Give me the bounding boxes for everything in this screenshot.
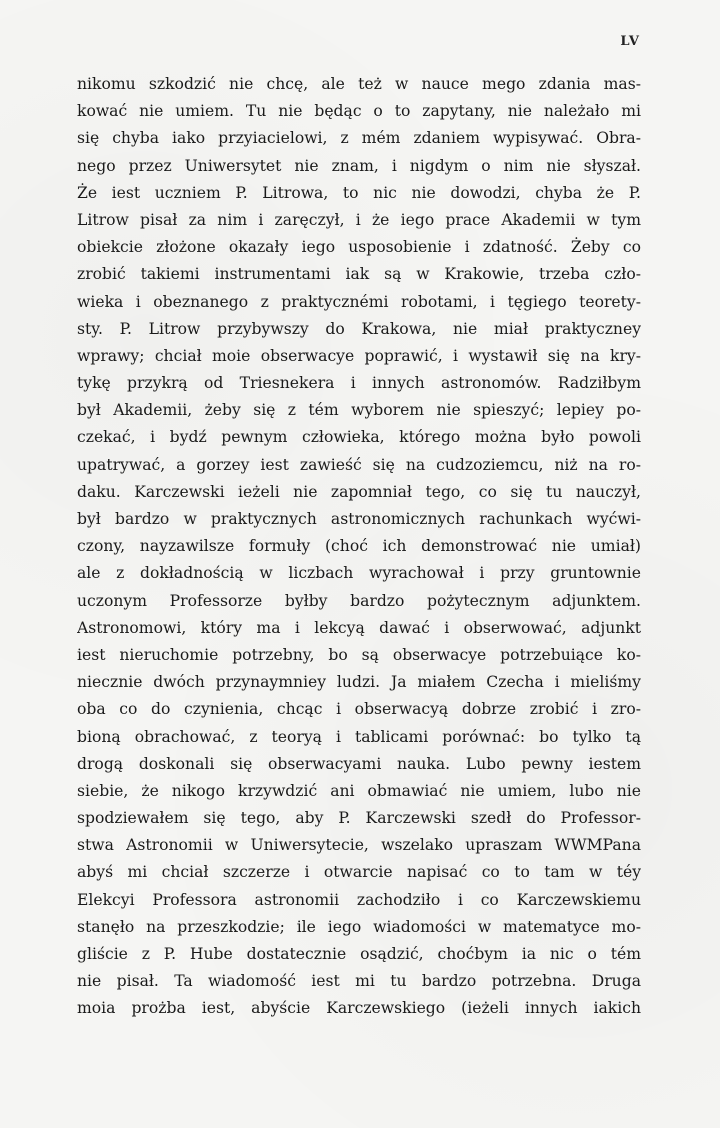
text-line: się chyba iako przyiacielowi, z mém zdaniem wypisywać. Obra- bbox=[77, 129, 641, 148]
text-line: sty. P. Litrow przybywszy do Krakowa, nie miał praktyczney bbox=[77, 319, 641, 338]
text-line: gliście z P. Hube dostatecznie osądzić, choćbym ia nic o tém bbox=[77, 945, 641, 963]
text-line: obiekcie złożone okazały iego usposobienie i zdatność. Żeby co bbox=[77, 238, 641, 257]
text-line: spodziewałem się tego, aby P. Karczewski szedł do Professor- bbox=[77, 809, 641, 828]
text-line: uczonym Professorze byłby bardzo pożytecznym adjunktem. bbox=[77, 591, 641, 610]
text-line: stanęło na przeszkodzie; ile iego wiadomości w matematyce mo- bbox=[77, 917, 641, 936]
text-line: zrobić takiemi instrumentami iak są w Krakowie, trzeba czło- bbox=[77, 265, 641, 284]
text-line: wprawy; chciał moie obserwacye poprawić, i wystawił się na kry- bbox=[77, 346, 641, 365]
text-line: nikomu szkodzić nie chcę, ale też w nauce mego zdania mas- bbox=[77, 75, 641, 93]
text-line: Astronomowi, który ma i lekcyą dawać i obserwować, adjunkt bbox=[77, 618, 641, 637]
text-line: tykę przykrą od Triesnekera i innych astronomów. Radziłbym bbox=[77, 374, 641, 393]
text-line: nie pisał. Ta wiadomość iest mi tu bardzo potrzebna. Druga bbox=[77, 972, 641, 991]
text-line: niecznie dwóch przynaymniey ludzi. Ja miałem Czecha i mieliśmy bbox=[77, 673, 641, 692]
text-line: wieka i obeznanego z praktycznémi robotami, i tęgiego teorety- bbox=[77, 292, 641, 311]
text-line: czekać, i bydź pewnym człowieka, którego można było powoli bbox=[77, 428, 641, 447]
text-line: iest nieruchomie potrzebny, bo są obserwacye potrzebuiące ko- bbox=[77, 645, 641, 664]
text-line: abyś mi chciał szczerze i otwarcie napisać co to tam w téy bbox=[77, 863, 641, 882]
text-line: ale z dokładnością w liczbach wyrachował i przy gruntownie bbox=[77, 564, 641, 583]
text-line: Litrow pisał za nim i zaręczył, i że iego prace Akademii w tym bbox=[77, 210, 641, 229]
text-line: kować nie umiem. Tu nie będąc o to zapytany, nie należało mi bbox=[77, 102, 641, 121]
text-line: oba co do czynienia, chcąc i obserwacyą dobrze zrobić i zro- bbox=[77, 700, 641, 719]
text-line: bioną obrachować, z teoryą i tablicami porównać: bo tylko tą bbox=[77, 727, 641, 746]
text-line: stwa Astronomii w Uniwersytecie, wszelako upraszam WWMPana bbox=[77, 836, 641, 855]
text-line: moia prożba iest, abyście Karczewskiego (ieżeli innych iakich bbox=[77, 999, 641, 1018]
text-line: drogą doskonali się obserwacyami nauka. Lubo pewny iestem bbox=[77, 754, 641, 773]
body-text bbox=[77, 71, 641, 1023]
text-line: siebie, że nikogo krzywdzić ani obmawiać nie umiem, lubo nie bbox=[77, 781, 641, 800]
text-line: był Akademii, żeby się z tém wyborem nie spieszyć; lepiey po- bbox=[77, 401, 641, 420]
page-number: LV bbox=[620, 34, 640, 49]
text-line: czony, nayzawilsze formuły (choć ich demonstrować nie umiał) bbox=[77, 537, 641, 556]
text-line: daku. Karczewski ieżeli nie zapomniał tego, co się tu nauczył, bbox=[77, 482, 641, 501]
text-line: upatrywać, a gorzey iest zawieść się na cudzoziemcu, niż na ro- bbox=[77, 455, 641, 474]
text-line: był bardzo w praktycznych astronomicznych rachunkach wyćwi- bbox=[77, 510, 641, 528]
text-line: nego przez Uniwersytet nie znam, i nigdym o nim nie słyszał. bbox=[77, 156, 641, 175]
text-line: Że iest uczniem P. Litrowa, to nic nie dowodzi, chyba że P. bbox=[77, 183, 641, 202]
text-line: Elekcyi Professora astronomii zachodziło i co Karczewskiemu bbox=[77, 890, 641, 909]
